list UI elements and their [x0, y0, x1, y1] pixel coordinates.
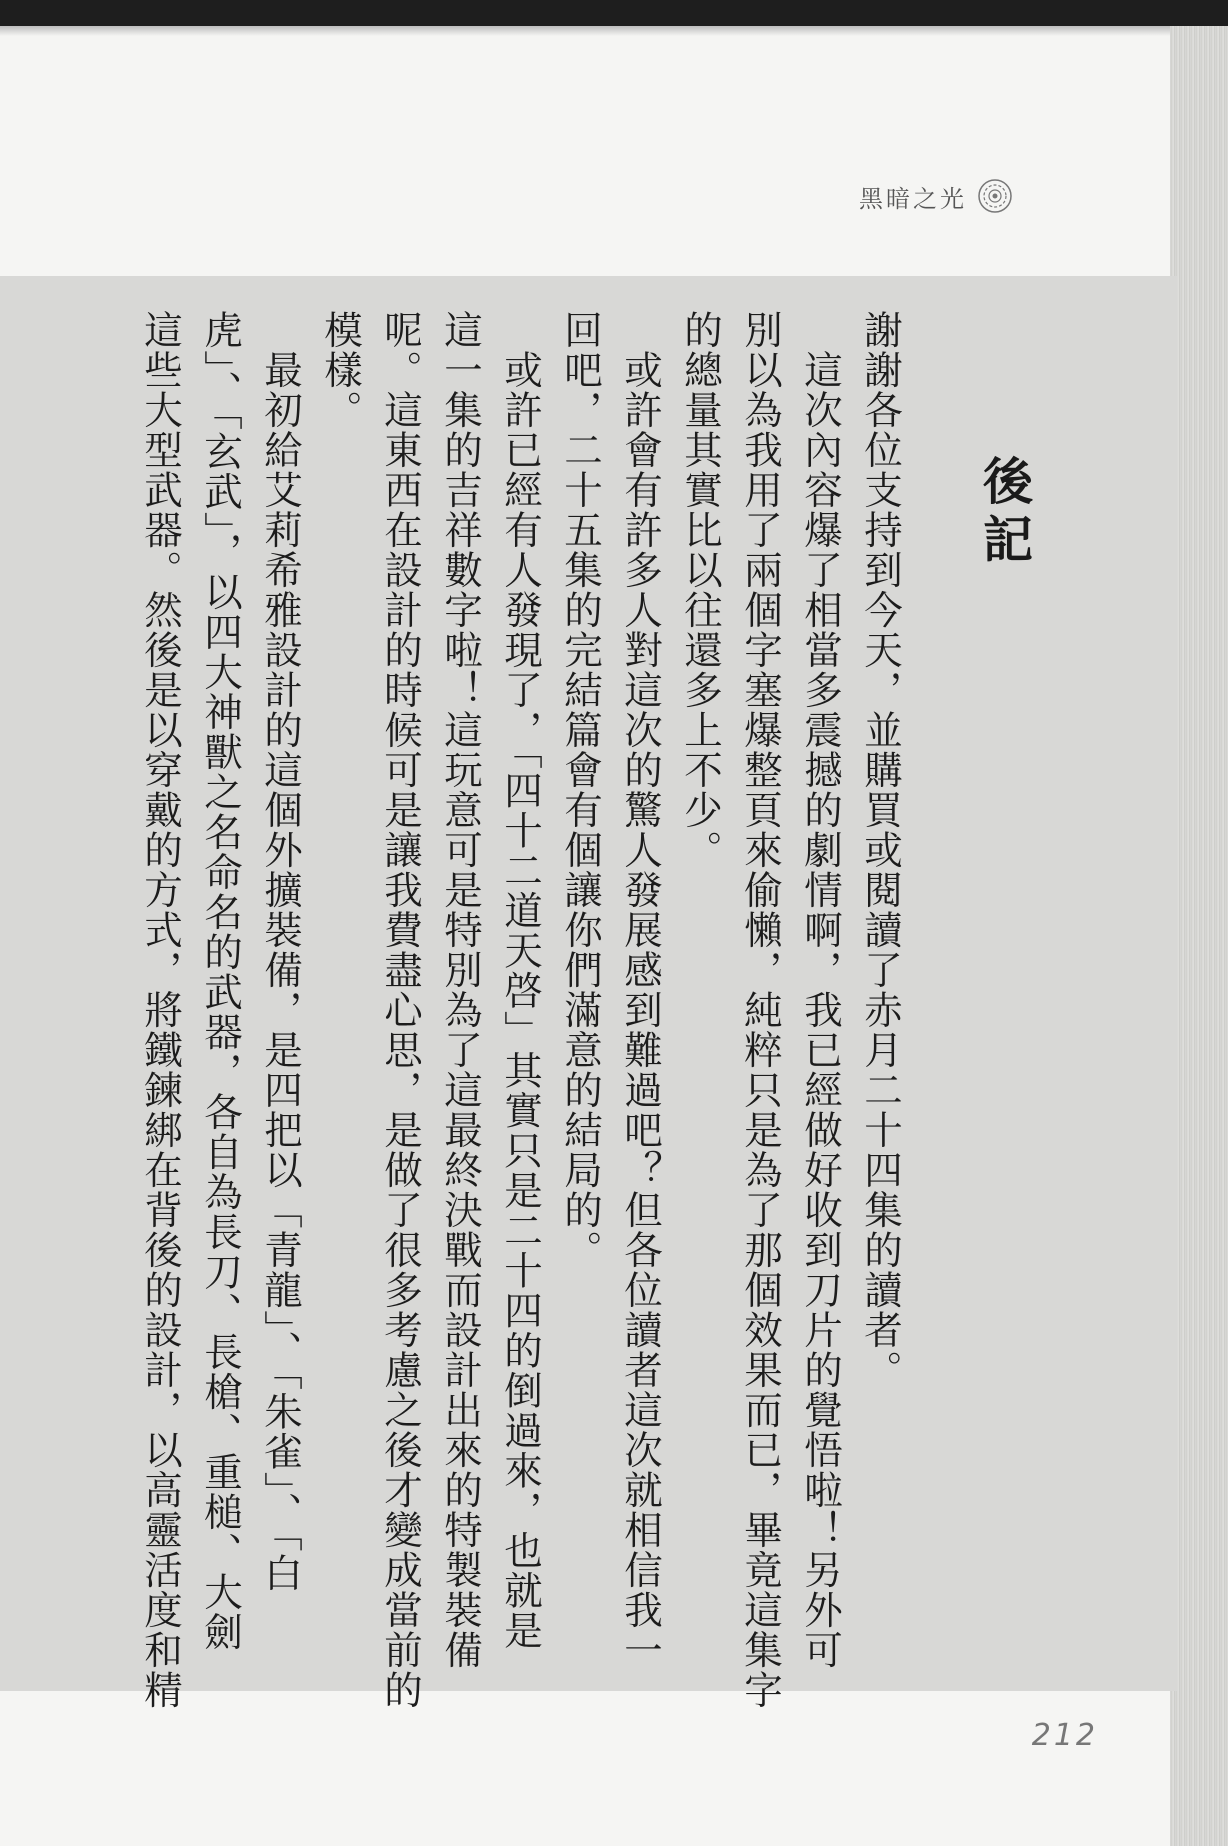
text-column-11: 最初給艾莉希雅設計的這個外擴裝備，是四把以「青龍」、「朱雀」、「白	[258, 350, 303, 1593]
text-column-4: 的總量其實比以往還多上不少。	[678, 310, 723, 870]
text-column-3: 別以為我用了兩個字塞爆整頁來偷懶，純粹只是為了那個效果而已，畢竟這集字	[738, 310, 783, 1710]
page-number: 212	[1031, 1718, 1098, 1753]
top-shadow	[0, 26, 1175, 36]
text-column-6: 回吧，二十五集的完結篇會有個讓你們滿意的結局的。	[558, 310, 603, 1270]
text-column-2: 這次內容爆了相當多震撼的劇情啊，我已經做好收到刀片的覺悟啦！另外可	[798, 350, 843, 1670]
running-head	[859, 178, 1013, 214]
text-column-5: 或許會有許多人對這次的驚人發展感到難過吧？但各位讀者這次就相信我一	[618, 350, 663, 1670]
page-stack-edge	[1170, 26, 1228, 1846]
running-title: 黑暗之光	[859, 184, 967, 213]
text-column-12: 虎」、「玄武」，以四大神獸之名命名的武器，各自為長刀、長槍、重槌、大劍	[198, 310, 243, 1653]
chapter-title: 後記	[975, 455, 1034, 571]
text-column-9: 呢。這東西在設計的時候可是讓我費盡心思，是做了很多考慮之後才變成當前的	[378, 310, 423, 1710]
text-column-13: 這些大型武器。然後是以穿戴的方式，將鐵鍊綁在背後的設計，以高靈活度和精	[138, 310, 183, 1710]
text-column-7: 或許已經有人發現了，「四十二道天啓」其實只是二十四的倒過來，也就是	[498, 350, 543, 1651]
text-column-1: 謝謝各位支持到今天，並購買或閱讀了赤月二十四集的讀者。	[858, 310, 903, 1390]
text-column-8: 這一集的吉祥數字啦！這玩意可是特別為了這最終決戰而設計出來的特製裝備	[438, 310, 483, 1670]
vertical-text-block	[138, 310, 1040, 1710]
text-column-10: 模樣。	[318, 310, 363, 430]
flower-icon	[977, 178, 1013, 214]
